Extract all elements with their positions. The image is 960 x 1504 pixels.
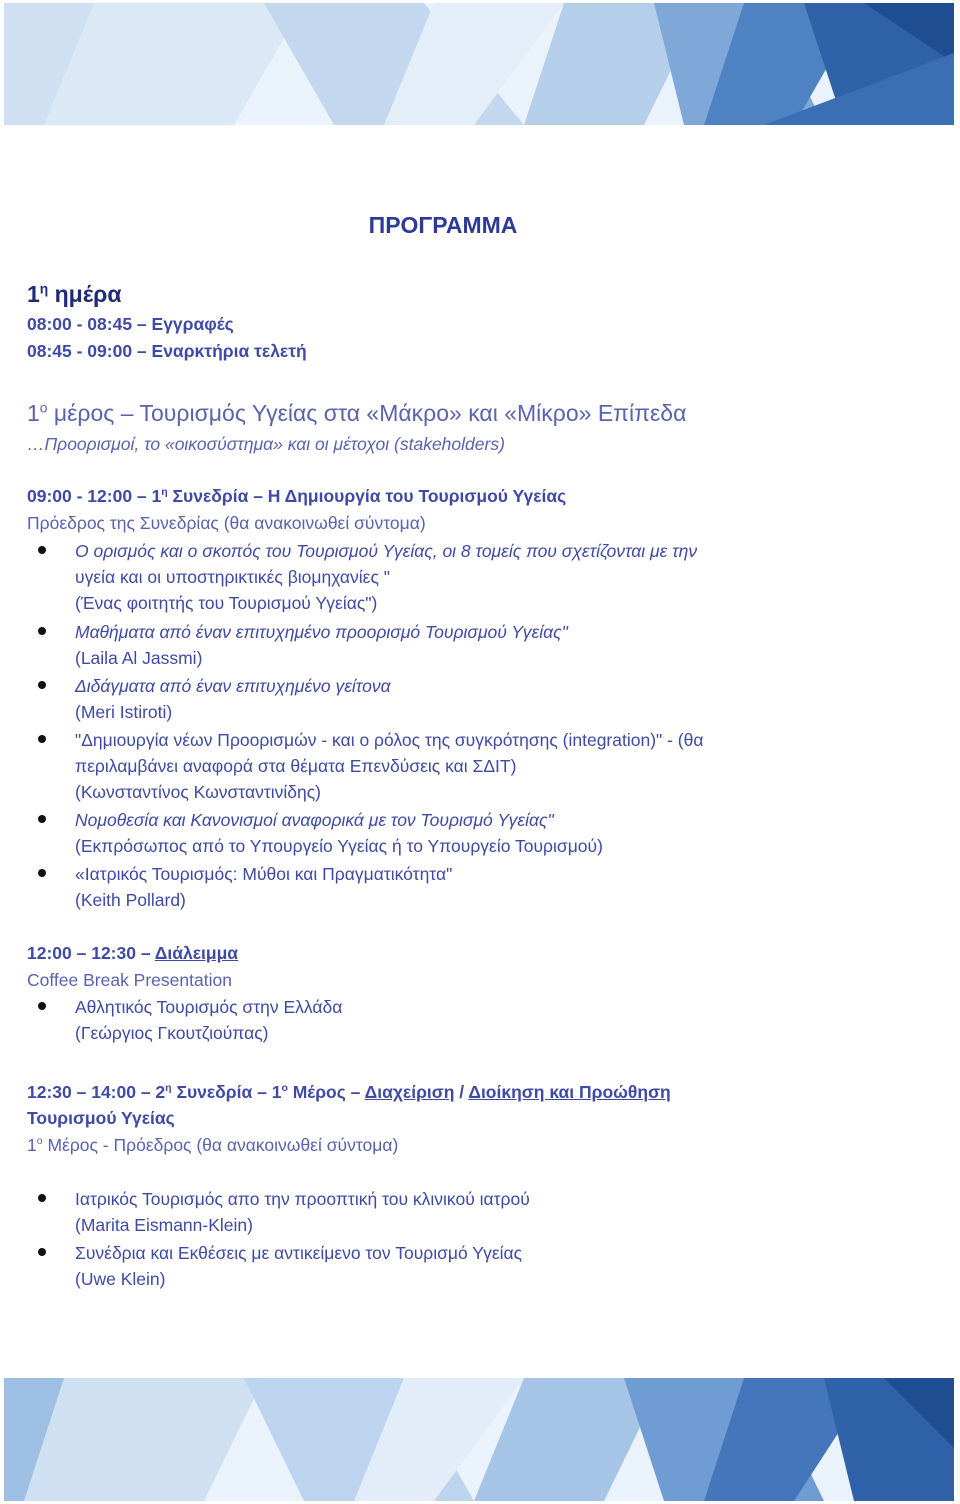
s1-item2-line1: Μαθήματα από έναν επιτυχημένο προορισμό Τουρισμού Υγείας": [75, 622, 568, 642]
break-heading: 12:00 – 12:30 – Διάλειμμα: [27, 943, 239, 963]
session1-heading: 09:00 - 12:00 – $1^\eta$ Συνεδρία – Η Δημιουργία του Τουρισμού Υγείας: [27, 486, 567, 506]
s1-item6-line1: «Ιατρικός Τουρισμός: Μύθοι και Πραγματικότητα": [75, 864, 453, 884]
s1-item3-line2: (Meri Istiroti): [75, 702, 173, 722]
s1-item5-line2: (Εκπρόσωπος από το Υπουργείο Υγείας ή το Υπουργείο Τουρισμού): [75, 836, 603, 856]
day-heading: $1^\eta$ ημέρα: [27, 281, 122, 307]
s1-item2-line2: (Laila Al Jassmi): [75, 648, 203, 668]
s1-item3-line1: Διδάγματα από έναν επιτυχημένο γείτονα: [75, 676, 391, 696]
intro-line-2: 08:45 - 09:00 – Εναρκτήρια τελετή: [27, 341, 307, 361]
break-item1-line1: Αθλητικός Τουρισμός στην Ελλάδα: [75, 997, 343, 1017]
session1-chair: Πρόεδρος της Συνεδρίας (θα ανακοινωθεί σύντομα): [27, 513, 426, 533]
part1-heading: $1^o$ μέρος – Τουρισμός Υγείας στα «Μάκρο» και «Μίκρο» Επίπεδα: [27, 400, 687, 426]
s1-item1-line3: (Ένας φοιτητής του Τουρισμού Υγείας"): [75, 593, 378, 613]
bullet: [38, 869, 46, 877]
s2-item2-line2: (Uwe Klein): [75, 1269, 166, 1289]
bullet: [38, 627, 46, 635]
s1-item1-line1: Ο ορισμός και ο σκοπός του Τουρισμού Υγείας, οι 8 τομείς που σχετίζονται με την: [75, 541, 698, 561]
s1-item4-line3: (Κωνσταντίνος Κωνσταντινίδης): [75, 782, 321, 802]
bullet: [38, 735, 46, 743]
s1-item6-line2: (Keith Pollard): [75, 890, 186, 910]
break-item1-line2: (Γεώργιος Γκουτζιούπας): [75, 1023, 269, 1043]
s2-item1-line1: Ιατρικός Τουρισμός απο την προοπτική του κλινικού ιατρού: [75, 1189, 530, 1209]
page-title: ΠΡΟΓΡΑΜΜΑ: [368, 212, 518, 238]
bullet: [38, 815, 46, 823]
s2-item2-line1: Συνέδρια και Εκθέσεις με αντικείμενο τον Τουρισμό Υγείας: [75, 1243, 523, 1263]
intro-line-1: 08:00 - 08:45 – Εγγραφές: [27, 314, 234, 334]
break-subtitle: Coffee Break Presentation: [27, 970, 232, 990]
s1-item5-line1: Νομοθεσία και Κανονισμοί αναφορικά με τον Τουρισμό Υγείας": [75, 810, 554, 830]
s1-item1-line2: υγεία και οι υποστηρικτικές βιομηχανίες ": [75, 567, 390, 587]
s1-item4-line2: περιλαμβάνει αναφορά στα θέματα Επενδύσεις και ΣΔΙΤ): [75, 756, 517, 776]
bullet: [38, 546, 46, 554]
bottom-banner: [4, 1378, 954, 1501]
part1-subtitle: …Προορισμοί, το «οικοσύστημα» και οι μέτοχοι (stakeholders): [27, 434, 505, 454]
session2-chair: $1^o$ Μέρος - Πρόεδρος (θα ανακοινωθεί σύντομα): [27, 1135, 399, 1155]
session2-heading: 12:30 – 14:00 – $2^\eta$ Συνεδρία – $1^o$ Μέρος – Διαχείριση / Διοίκηση και Προώθηση: [27, 1082, 671, 1102]
s1-item4-line1: "Δημιουργία νέων Προορισμών - και ο ρόλος της συγκρότησης (integration)" - (θα: [75, 730, 704, 750]
bullet: [38, 1248, 46, 1256]
bullet: [38, 681, 46, 689]
s2-item1-line2: (Marita Eismann-Klein): [75, 1215, 253, 1235]
bullet: [38, 1002, 46, 1010]
bullet: [38, 1194, 46, 1202]
session2-heading-line2: Τουρισμού Υγείας: [27, 1108, 175, 1128]
top-banner: [4, 3, 954, 125]
